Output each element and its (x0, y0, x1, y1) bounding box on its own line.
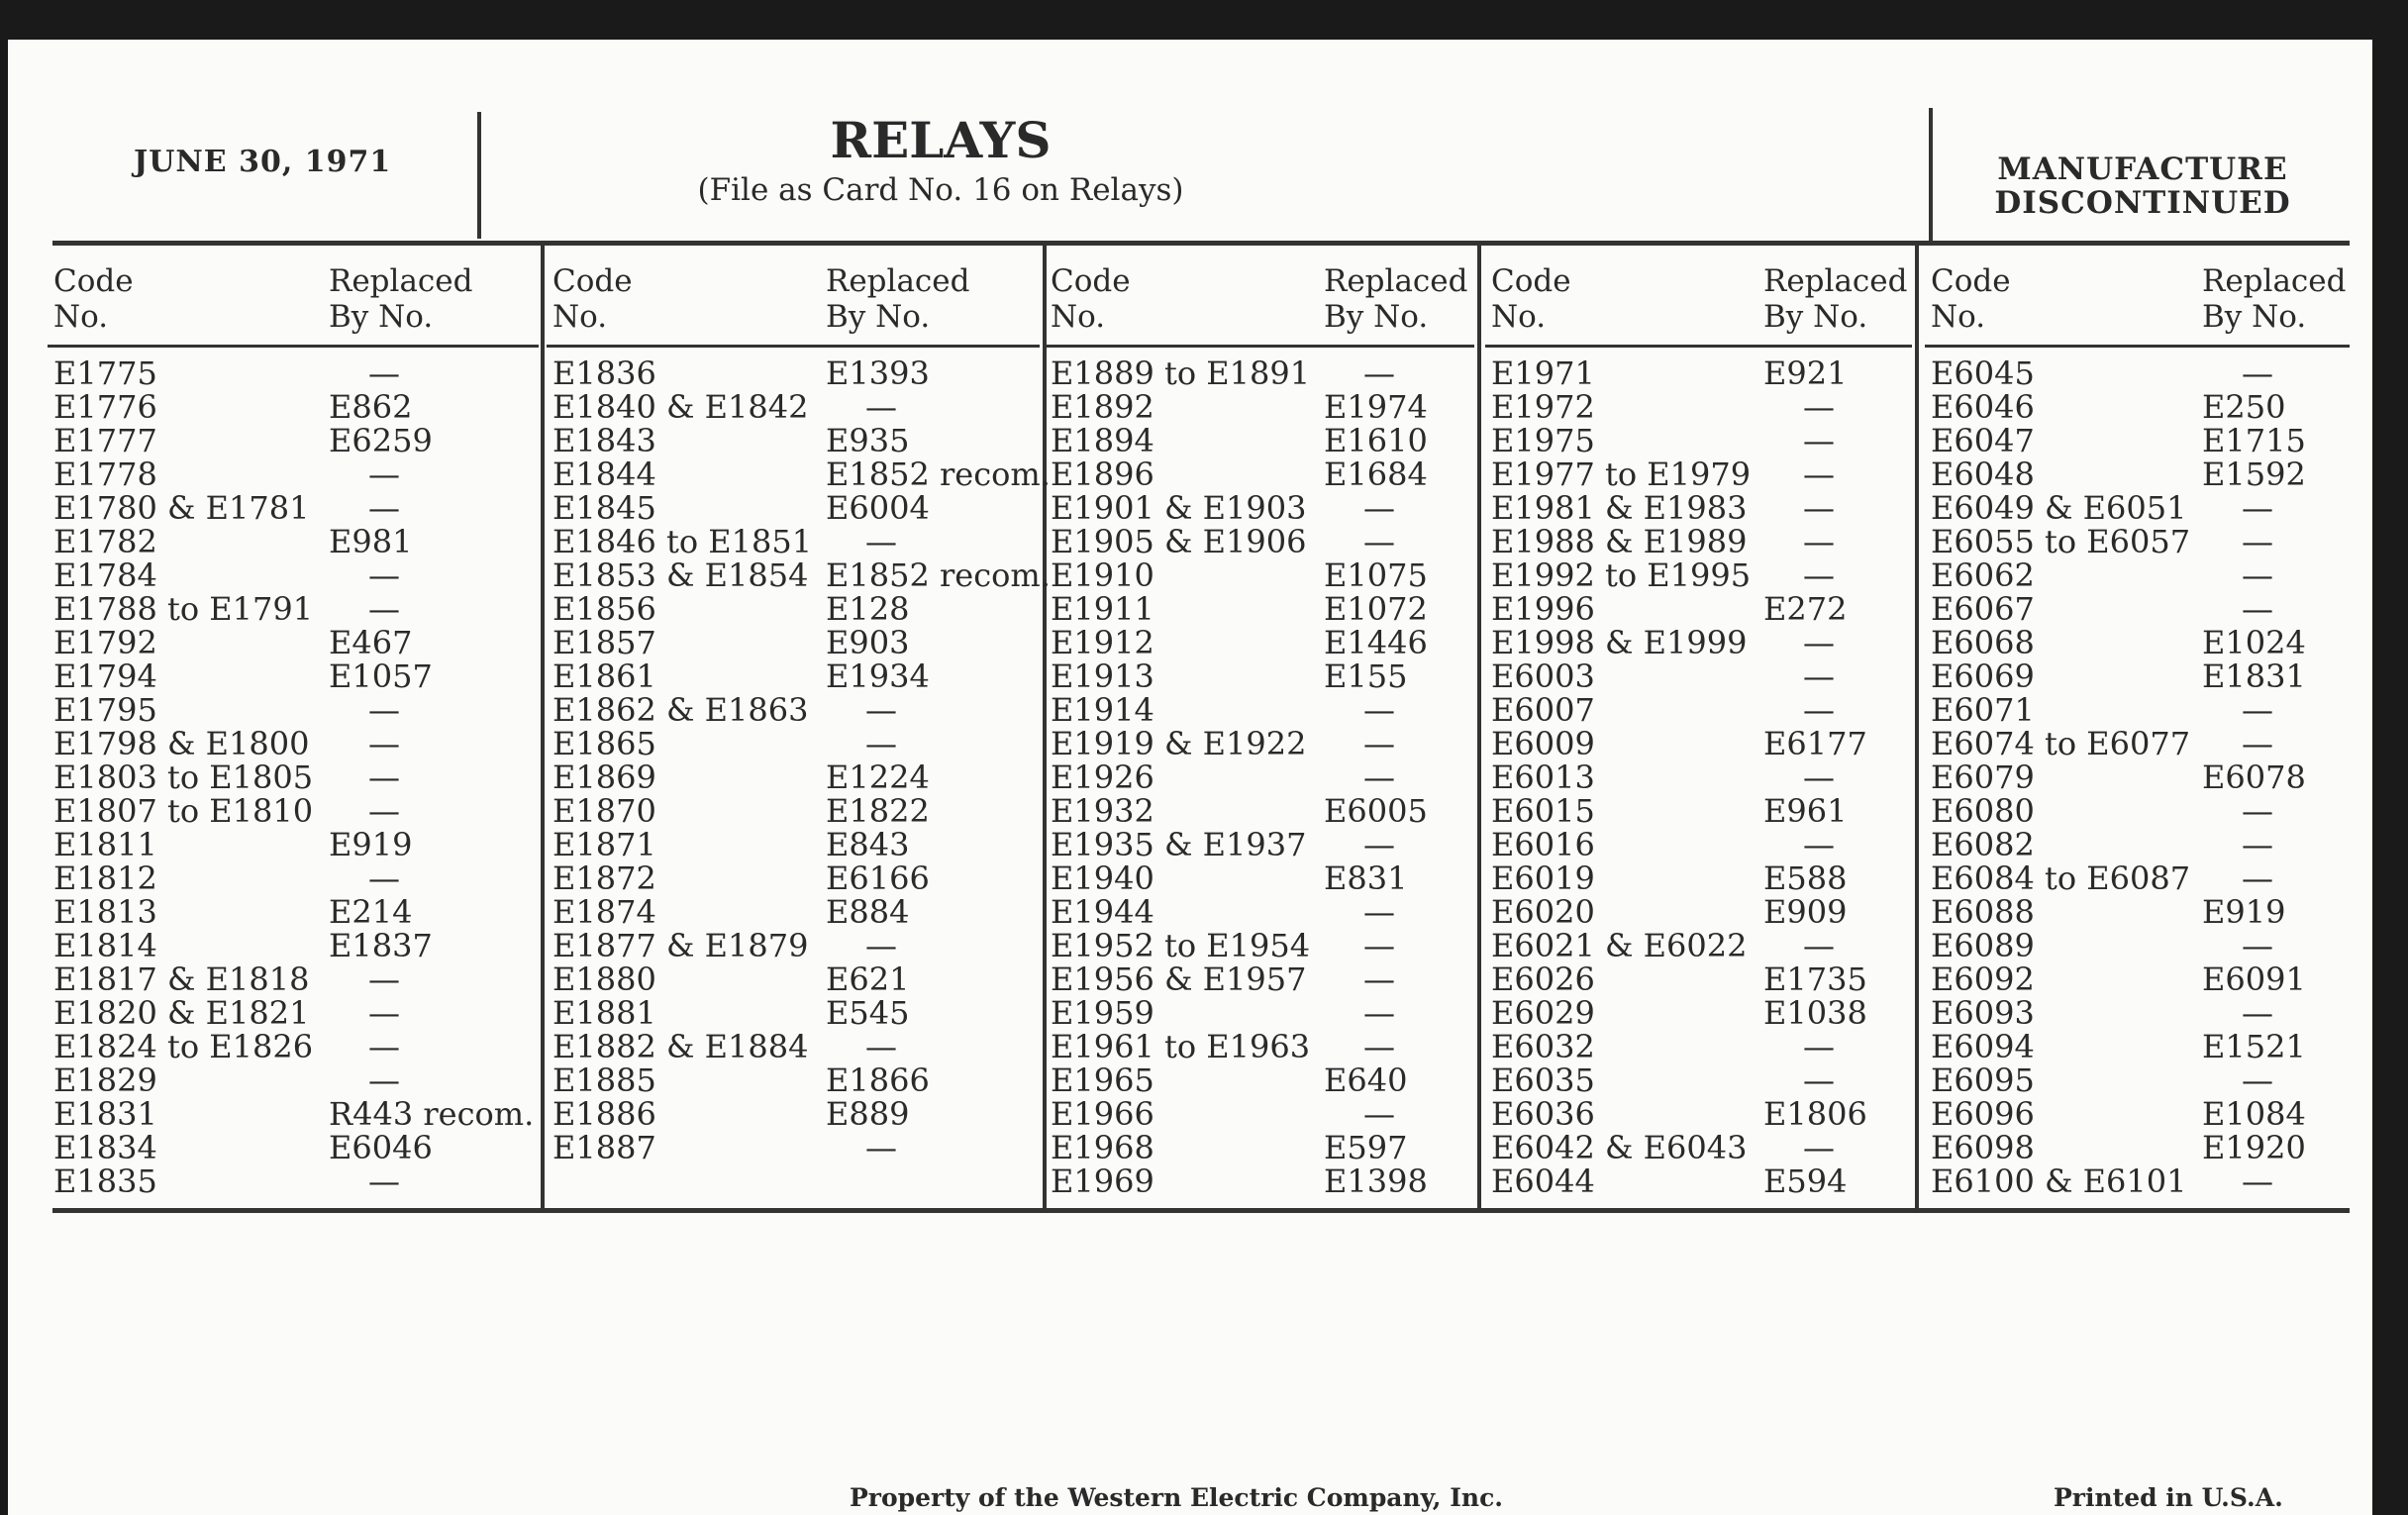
replaced-by-number: — (368, 725, 400, 762)
replaced-by-number: — (1803, 657, 1835, 695)
header-divider-right (1929, 108, 1933, 241)
code-number: E1880 (552, 960, 656, 998)
replaced-by-number: — (1363, 691, 1395, 729)
replaced-by-number: — (1363, 354, 1395, 392)
column-header-rule (1045, 345, 1474, 348)
code-number: E1919 & E1922 (1051, 725, 1307, 762)
code-number: E6096 (1931, 1095, 2035, 1133)
code-number: E6068 (1931, 624, 2035, 661)
code-number: E6046 (1931, 388, 2035, 426)
replaced-by-number: E1084 (2202, 1095, 2306, 1133)
page-subtitle: (File as Card No. 16 on Relays) (697, 172, 1184, 208)
replaced-by-number: — (1363, 960, 1395, 998)
replaced-by-number: E1715 (2202, 422, 2306, 459)
code-number: E1965 (1051, 1061, 1154, 1099)
replaced-by-number: — (865, 927, 897, 964)
code-number: E6020 (1491, 893, 1595, 931)
code-number: E1813 (53, 893, 157, 931)
code-number: E1820 & E1821 (53, 994, 310, 1032)
code-number: E1911 (1051, 590, 1154, 628)
code-number: E1803 to E1805 (53, 758, 314, 796)
code-number: E1972 (1491, 388, 1595, 426)
replaced-by-number: — (865, 1028, 897, 1065)
code-number: E6015 (1491, 792, 1595, 830)
code-number: E1912 (1051, 624, 1154, 661)
code-number: E1846 to E1851 (552, 523, 813, 560)
column-divider (1915, 243, 1919, 1211)
code-number: E1914 (1051, 691, 1154, 729)
replaced-by-number: — (1803, 455, 1835, 493)
replaced-by-number: E545 (826, 994, 910, 1032)
replaced-by-number: E6004 (826, 489, 930, 527)
replaced-by-number: — (1803, 927, 1835, 964)
replaced-by-number: E1393 (826, 354, 930, 392)
replaced-by-number: — (2242, 590, 2273, 628)
replaced-by-number: — (368, 1162, 400, 1200)
code-number: E1872 (552, 859, 656, 897)
code-number: E1845 (552, 489, 656, 527)
replaced-by-number: E6177 (1763, 725, 1867, 762)
code-number: E6094 (1931, 1028, 2035, 1065)
code-number: E1865 (552, 725, 656, 762)
replaced-by-number: E588 (1763, 859, 1848, 897)
replaced-by-number: — (368, 556, 400, 594)
code-number: E6003 (1491, 657, 1595, 695)
replaced-by-number: E272 (1763, 590, 1848, 628)
status-line-2: DISCONTINUED (1994, 185, 2291, 221)
code-number: E1835 (53, 1162, 157, 1200)
code-number: E1968 (1051, 1129, 1154, 1166)
code-number: E1869 (552, 758, 656, 796)
replaced-by-number: — (2242, 523, 2273, 560)
code-number: E1996 (1491, 590, 1595, 628)
column-header-replaced-line1: Replaced (329, 263, 473, 299)
code-number: E1870 (552, 792, 656, 830)
replaced-by-number: — (1803, 691, 1835, 729)
code-number: E1977 to E1979 (1491, 455, 1752, 493)
replaced-by-number: — (2242, 1162, 2273, 1200)
code-number: E1840 & E1842 (552, 388, 809, 426)
code-number: E1981 & E1983 (1491, 489, 1748, 527)
replaced-by-number: — (1803, 388, 1835, 426)
replaced-by-number: — (1803, 1061, 1835, 1099)
column-header-replaced-line2: By No. (329, 299, 434, 335)
code-number: E6048 (1931, 455, 2035, 493)
code-number: E6029 (1491, 994, 1595, 1032)
code-number: E6067 (1931, 590, 2035, 628)
replaced-by-number: — (865, 388, 897, 426)
replaced-by-number: — (2242, 927, 2273, 964)
code-number: E1775 (53, 354, 157, 392)
code-number: E1829 (53, 1061, 157, 1099)
code-number: E1853 & E1854 (552, 556, 809, 594)
column-header-replaced-line1: Replaced (2202, 263, 2347, 299)
replaced-by-number: — (1363, 893, 1395, 931)
replaced-by-number: — (1363, 1028, 1395, 1065)
code-number: E1971 (1491, 354, 1595, 392)
code-number: E1935 & E1937 (1051, 826, 1307, 863)
column-divider (541, 243, 545, 1211)
code-number: E6021 & E6022 (1491, 927, 1748, 964)
replaced-by-number: — (1363, 725, 1395, 762)
code-number: E1807 to E1810 (53, 792, 314, 830)
code-number: E1913 (1051, 657, 1154, 695)
code-number: E1782 (53, 523, 157, 560)
code-number: E6044 (1491, 1162, 1595, 1200)
replaced-by-number: — (368, 1028, 400, 1065)
replaced-by-number: E1446 (1324, 624, 1428, 661)
replaced-by-number: E1072 (1324, 590, 1428, 628)
replaced-by-number: E919 (2202, 893, 2286, 931)
replaced-by-number: E921 (1763, 354, 1848, 392)
replaced-by-number: E1684 (1324, 455, 1428, 493)
code-number: E1777 (53, 422, 157, 459)
code-number: E6100 & E6101 (1931, 1162, 2187, 1200)
replaced-by-number: E1920 (2202, 1129, 2306, 1166)
replaced-by-number: E1398 (1324, 1162, 1428, 1200)
replaced-by-number: — (2242, 859, 2273, 897)
replaced-by-number: — (368, 859, 400, 897)
column-header-replaced-line1: Replaced (1324, 263, 1468, 299)
code-number: E1932 (1051, 792, 1154, 830)
replaced-by-number: — (2242, 489, 2273, 527)
code-number: E1889 to E1891 (1051, 354, 1311, 392)
replaced-by-number: — (2242, 994, 2273, 1032)
code-number: E1882 & E1884 (552, 1028, 809, 1065)
replaced-by-number: — (1363, 994, 1395, 1032)
code-number: E1856 (552, 590, 656, 628)
replaced-by-number: E843 (826, 826, 910, 863)
replaced-by-number: — (865, 691, 897, 729)
column-header-code-line2: No. (1931, 299, 1986, 335)
replaced-by-number: — (1803, 489, 1835, 527)
replaced-by-number: — (865, 1129, 897, 1166)
replaced-by-number: — (2242, 691, 2273, 729)
code-number: E1874 (552, 893, 656, 931)
code-number: E1861 (552, 657, 656, 695)
column-header-code-line2: No. (1491, 299, 1547, 335)
code-number: E1881 (552, 994, 656, 1032)
replaced-by-number: E1521 (2202, 1028, 2306, 1065)
code-number: E6013 (1491, 758, 1595, 796)
column-divider (1043, 243, 1047, 1211)
replaced-by-number: E961 (1763, 792, 1848, 830)
replaced-by-number: — (368, 960, 400, 998)
replaced-by-number: E594 (1763, 1162, 1848, 1200)
replaced-by-number: E1735 (1763, 960, 1867, 998)
replaced-by-number: E1852 recom. (826, 556, 1051, 594)
code-number: E1969 (1051, 1162, 1154, 1200)
code-number: E6019 (1491, 859, 1595, 897)
replaced-by-number: E6005 (1324, 792, 1428, 830)
replaced-by-number: — (865, 725, 897, 762)
code-number: E6069 (1931, 657, 2035, 695)
code-number: E1834 (53, 1129, 157, 1166)
code-number: E6082 (1931, 826, 2035, 863)
footer-printed: Printed in U.S.A. (2054, 1483, 2283, 1512)
replaced-by-number: E935 (826, 422, 910, 459)
code-number: E1795 (53, 691, 157, 729)
code-number: E6026 (1491, 960, 1595, 998)
replaced-by-number: E6166 (826, 859, 930, 897)
column-header-replaced-line2: By No. (826, 299, 931, 335)
code-number: E1857 (552, 624, 656, 661)
code-number: E6071 (1931, 691, 2035, 729)
replaced-by-number: — (1803, 556, 1835, 594)
code-number: E1817 & E1818 (53, 960, 310, 998)
replaced-by-number: E909 (1763, 893, 1848, 931)
replaced-by-number: — (2242, 556, 2273, 594)
code-number: E1784 (53, 556, 157, 594)
column-header-replaced-line2: By No. (1324, 299, 1429, 335)
code-number: E1811 (53, 826, 157, 863)
footer-property: Property of the Western Electric Company, Inc. (850, 1483, 1504, 1512)
page-title: RELAYS (830, 111, 1052, 169)
code-number: E1814 (53, 927, 157, 964)
code-number: E1778 (53, 455, 157, 493)
replaced-by-number: E1592 (2202, 455, 2306, 493)
column-header-code-line2: No. (1051, 299, 1106, 335)
column-header-rule (1925, 345, 2350, 348)
code-number: E1892 (1051, 388, 1154, 426)
code-number: E1992 to E1995 (1491, 556, 1752, 594)
replaced-by-number: — (865, 523, 897, 560)
replaced-by-number: — (1803, 1028, 1835, 1065)
replaced-by-number: E1852 recom. (826, 455, 1051, 493)
code-number: E1792 (53, 624, 157, 661)
code-number: E1910 (1051, 556, 1154, 594)
replaced-by-number: — (2242, 792, 2273, 830)
replaced-by-number: E903 (826, 624, 910, 661)
replaced-by-number: E981 (329, 523, 413, 560)
code-number: E6035 (1491, 1061, 1595, 1099)
code-number: E6049 & E6051 (1931, 489, 2187, 527)
replaced-by-number: E1837 (329, 927, 433, 964)
replaced-by-number: — (368, 758, 400, 796)
code-number: E1862 & E1863 (552, 691, 809, 729)
replaced-by-number: — (368, 590, 400, 628)
code-number: E6047 (1931, 422, 2035, 459)
replaced-by-number: — (1803, 624, 1835, 661)
code-number: E6045 (1931, 354, 2035, 392)
code-number: E1896 (1051, 455, 1154, 493)
replaced-by-number: E467 (329, 624, 413, 661)
card-date: JUNE 30, 1971 (134, 145, 392, 179)
code-number: E1836 (552, 354, 656, 392)
replaced-by-number: E1024 (2202, 624, 2306, 661)
code-number: E1871 (552, 826, 656, 863)
replaced-by-number: E1075 (1324, 556, 1428, 594)
replaced-by-number: E1822 (826, 792, 930, 830)
code-number: E1831 (53, 1095, 157, 1133)
code-number: E6089 (1931, 927, 2035, 964)
column-header-code-line1: Code (1931, 263, 2011, 299)
replaced-by-number: — (2242, 725, 2273, 762)
code-number: E1776 (53, 388, 157, 426)
replaced-by-number: E6091 (2202, 960, 2306, 998)
code-number: E1926 (1051, 758, 1154, 796)
code-number: E6007 (1491, 691, 1595, 729)
code-number: E1788 to E1791 (53, 590, 314, 628)
replaced-by-number: — (368, 691, 400, 729)
code-number: E1952 to E1954 (1051, 927, 1311, 964)
code-number: E6032 (1491, 1028, 1595, 1065)
column-header-code-line2: No. (53, 299, 109, 335)
code-number: E1794 (53, 657, 157, 695)
replaced-by-number: E1866 (826, 1061, 930, 1099)
code-number: E1886 (552, 1095, 656, 1133)
replaced-by-number: — (1803, 422, 1835, 459)
code-number: E1843 (552, 422, 656, 459)
code-number: E1780 & E1781 (53, 489, 310, 527)
replaced-by-number: E1610 (1324, 422, 1428, 459)
replaced-by-number: — (368, 994, 400, 1032)
code-number: E1956 & E1957 (1051, 960, 1307, 998)
code-number: E6088 (1931, 893, 2035, 931)
code-number: E6095 (1931, 1061, 2035, 1099)
replaced-by-number: E1038 (1763, 994, 1867, 1032)
column-divider (1477, 243, 1481, 1211)
replaced-by-number: — (1803, 826, 1835, 863)
code-number: E1966 (1051, 1095, 1154, 1133)
replaced-by-number: — (1363, 523, 1395, 560)
relay-card (8, 40, 2372, 1515)
replaced-by-number: — (1803, 523, 1835, 560)
replaced-by-number: E155 (1324, 657, 1408, 695)
column-header-code-line1: Code (1491, 263, 1571, 299)
code-number: E1975 (1491, 422, 1595, 459)
code-number: E1959 (1051, 994, 1154, 1032)
replaced-by-number: — (1363, 489, 1395, 527)
table-bottom-rule (52, 1208, 2350, 1213)
code-number: E6079 (1931, 758, 2035, 796)
code-number: E1988 & E1989 (1491, 523, 1748, 560)
replaced-by-number: E6078 (2202, 758, 2306, 796)
replaced-by-number: E250 (2202, 388, 2286, 426)
replaced-by-number: E1831 (2202, 657, 2306, 695)
code-number: E1887 (552, 1129, 656, 1166)
replaced-by-number: — (1803, 1129, 1835, 1166)
replaced-by-number: — (368, 489, 400, 527)
code-number: E6092 (1931, 960, 2035, 998)
column-header-replaced-line1: Replaced (1763, 263, 1908, 299)
status-line-1: MANUFACTURE (1997, 152, 2288, 187)
code-number: E1844 (552, 455, 656, 493)
code-number: E1905 & E1906 (1051, 523, 1307, 560)
code-number: E1998 & E1999 (1491, 624, 1748, 661)
replaced-by-number: — (1363, 826, 1395, 863)
replaced-by-number: E1974 (1324, 388, 1428, 426)
code-number: E1894 (1051, 422, 1154, 459)
replaced-by-number: E621 (826, 960, 910, 998)
table-top-rule (52, 241, 2350, 246)
replaced-by-number: — (1803, 758, 1835, 796)
code-number: E6098 (1931, 1129, 2035, 1166)
replaced-by-number: R443 recom. (329, 1095, 535, 1133)
replaced-by-number: E214 (329, 893, 413, 931)
replaced-by-number: E128 (826, 590, 910, 628)
replaced-by-number: E862 (329, 388, 413, 426)
column-header-rule (48, 345, 539, 348)
replaced-by-number: — (2242, 354, 2273, 392)
replaced-by-number: E889 (826, 1095, 910, 1133)
column-header-rule (1485, 345, 1912, 348)
replaced-by-number: — (368, 792, 400, 830)
code-number: E1812 (53, 859, 157, 897)
replaced-by-number: — (1363, 927, 1395, 964)
replaced-by-number: E640 (1324, 1061, 1408, 1099)
column-header-code-line1: Code (552, 263, 633, 299)
column-header-replaced-line2: By No. (1763, 299, 1868, 335)
replaced-by-number: E6259 (329, 422, 433, 459)
code-number: E6036 (1491, 1095, 1595, 1133)
replaced-by-number: — (1363, 1095, 1395, 1133)
column-header-code-line1: Code (1051, 263, 1131, 299)
code-number: E1798 & E1800 (53, 725, 310, 762)
replaced-by-number: — (368, 1061, 400, 1099)
column-header-replaced-line1: Replaced (826, 263, 970, 299)
replaced-by-number: — (1363, 758, 1395, 796)
code-number: E6080 (1931, 792, 2035, 830)
replaced-by-number: E831 (1324, 859, 1408, 897)
replaced-by-number: E1057 (329, 657, 433, 695)
replaced-by-number: E919 (329, 826, 413, 863)
replaced-by-number: E6046 (329, 1129, 433, 1166)
code-number: E1885 (552, 1061, 656, 1099)
code-number: E1940 (1051, 859, 1154, 897)
code-number: E6042 & E6043 (1491, 1129, 1748, 1166)
replaced-by-number: E1806 (1763, 1095, 1867, 1133)
code-number: E6009 (1491, 725, 1595, 762)
replaced-by-number: — (2242, 826, 2273, 863)
code-number: E1961 to E1963 (1051, 1028, 1311, 1065)
replaced-by-number: — (368, 455, 400, 493)
replaced-by-number: — (2242, 1061, 2273, 1099)
column-header-rule (547, 345, 1040, 348)
replaced-by-number: E1224 (826, 758, 930, 796)
code-number: E6016 (1491, 826, 1595, 863)
code-number: E1901 & E1903 (1051, 489, 1307, 527)
code-number: E1944 (1051, 893, 1154, 931)
code-number: E6062 (1931, 556, 2035, 594)
code-number: E6055 to E6057 (1931, 523, 2191, 560)
replaced-by-number: — (368, 354, 400, 392)
code-number: E1824 to E1826 (53, 1028, 314, 1065)
column-header-replaced-line2: By No. (2202, 299, 2307, 335)
code-number: E6084 to E6087 (1931, 859, 2191, 897)
column-header-code-line1: Code (53, 263, 134, 299)
column-header-code-line2: No. (552, 299, 608, 335)
code-number: E6074 to E6077 (1931, 725, 2191, 762)
code-number: E1877 & E1879 (552, 927, 809, 964)
code-number: E6093 (1931, 994, 2035, 1032)
replaced-by-number: E884 (826, 893, 910, 931)
replaced-by-number: E597 (1324, 1129, 1408, 1166)
replaced-by-number: E1934 (826, 657, 930, 695)
